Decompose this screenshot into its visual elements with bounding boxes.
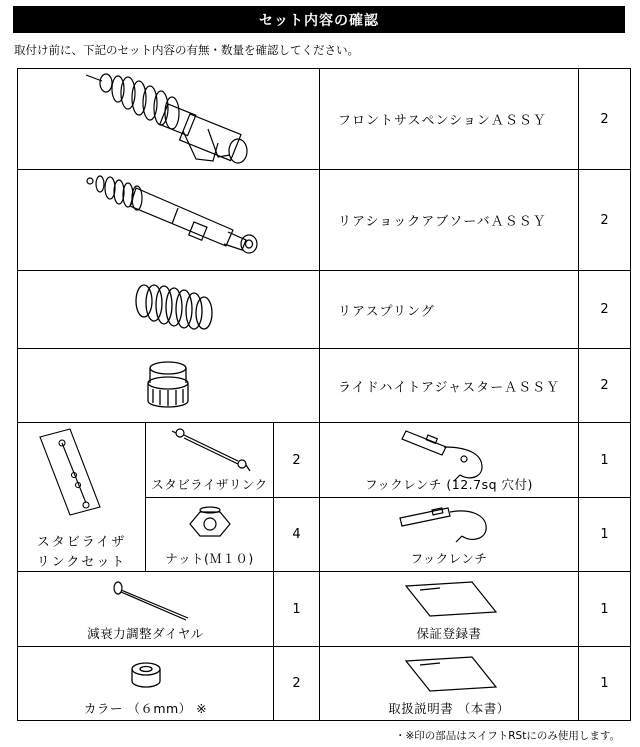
rear-spring-name: リアスプリング xyxy=(338,304,435,319)
hook-wrench-hole-name: フックレンチ (12.7sq 穴付) xyxy=(365,477,533,492)
collar-cell xyxy=(17,646,274,721)
stabilizer-link-qty: 2 xyxy=(292,452,301,468)
rear-spring-qty-cell xyxy=(578,270,631,349)
stabilizer-link-set-cell xyxy=(17,422,146,572)
manual-name: 取扱説明書 （本書） xyxy=(388,701,510,716)
rear-shock-qty: 2 xyxy=(600,212,609,228)
rear-shock-name-cell xyxy=(319,169,579,271)
rear-spring-qty: 2 xyxy=(600,302,609,317)
ride-height-adjuster-image xyxy=(18,349,321,424)
damping-dial-qty: 1 xyxy=(292,601,301,617)
hook-wrench-hole-cell xyxy=(319,422,579,498)
parts-table xyxy=(17,68,631,721)
rear-spring-image-cell xyxy=(17,270,320,349)
hook-wrench-hole-qty-cell xyxy=(578,422,631,498)
rear-shock-image xyxy=(18,170,321,272)
ride-height-adjuster-name: ライドハイトアジャスターＡＳＳＹ xyxy=(338,380,561,395)
warranty-card-qty-cell xyxy=(578,571,631,647)
rear-shock-name: リアショックアブソーバＡＳＳＹ xyxy=(338,214,547,230)
manual-cell xyxy=(319,646,579,721)
stabilizer-link-name: スタビライザリンク xyxy=(151,477,268,492)
rear-spring-name-cell xyxy=(319,270,579,349)
instruction-text: 取付け前に、下記のセット内容の有無・数量を確認してください。 xyxy=(14,43,359,57)
nut-cell xyxy=(145,497,274,572)
rear-spring-image xyxy=(18,271,321,350)
nut-qty: 4 xyxy=(292,527,301,542)
hook-wrench-name: フックレンチ xyxy=(410,551,488,566)
stabilizer-link-set-label-2: リンクセット xyxy=(36,555,127,570)
rear-shock-qty-cell xyxy=(578,169,631,271)
ride-height-adjuster-name-cell xyxy=(319,348,579,423)
footnote: ・※印の部品はスイフトRStにのみ使用します。 xyxy=(394,730,620,742)
manual-qty: 1 xyxy=(600,676,609,691)
front-suspension-name-cell xyxy=(319,68,579,170)
hook-wrench-cell xyxy=(319,497,579,572)
warranty-card-cell xyxy=(319,571,579,647)
front-suspension-qty-cell xyxy=(578,68,631,170)
manual-qty-cell xyxy=(578,646,631,721)
hook-wrench-hole-qty: 1 xyxy=(600,452,609,468)
nut-name: ナット(Ｍ１０) xyxy=(165,551,254,566)
hook-wrench-qty: 1 xyxy=(600,527,609,542)
stabilizer-link-qty-cell xyxy=(273,422,320,498)
damping-dial-qty-cell xyxy=(273,571,320,647)
section-title: セット内容の確認 xyxy=(13,6,625,33)
ride-height-adjuster-image-cell xyxy=(17,348,320,423)
collar-qty: 2 xyxy=(292,676,301,691)
hook-wrench-qty-cell xyxy=(578,497,631,572)
rear-shock-image-cell xyxy=(17,169,320,271)
warranty-card-name: 保証登録書 xyxy=(416,626,482,641)
ride-height-adjuster-qty: 2 xyxy=(600,378,609,393)
damping-dial-cell xyxy=(17,571,274,647)
ride-height-adjuster-qty-cell xyxy=(578,348,631,423)
collar-name: カラー （６mm） ※ xyxy=(83,701,208,716)
damping-dial-name: 減衰力調整ダイヤル xyxy=(87,626,204,641)
front-suspension-qty: 2 xyxy=(600,111,609,127)
collar-qty-cell xyxy=(273,646,320,721)
stabilizer-link-set-label-1: スタビライザ xyxy=(36,535,127,550)
stabilizer-link-cell xyxy=(145,422,274,498)
warranty-card-qty: 1 xyxy=(600,601,609,617)
nut-qty-cell xyxy=(273,497,320,572)
front-suspension-image-cell xyxy=(17,68,320,170)
front-suspension-name: フロントサスペンションＡＳＳＹ xyxy=(338,113,547,129)
front-suspension-image xyxy=(18,69,321,171)
